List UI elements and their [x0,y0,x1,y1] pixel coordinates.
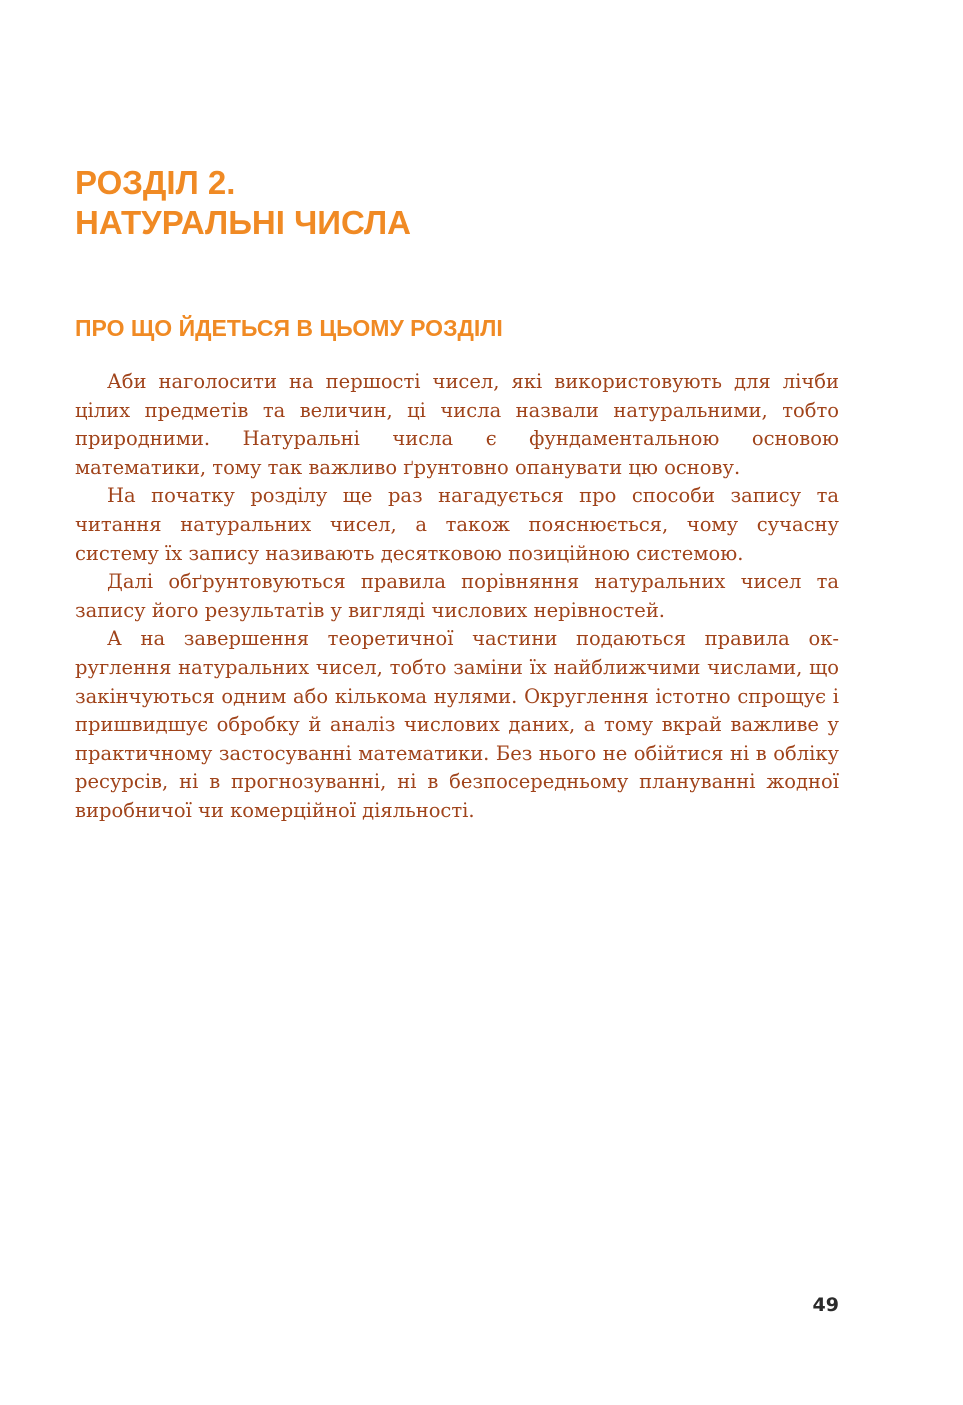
section-heading: ПРО ЩО ЙДЕТЬСЯ В ЦЬОМУ РОЗДІЛІ [75,315,503,341]
page-number: 49 [812,1294,839,1316]
chapter-number: РОЗДІЛ 2. [75,164,236,201]
chapter-title [75,163,895,243]
chapter-name: НАТУРАЛЬНІ ЧИСЛА [75,204,411,241]
section-body [75,368,839,826]
paragraph: На початку розділу ще раз нагадується про способи запису та читання натуральних чисел, а також пояснюється, чому сучасну систему їх запису називають десятковою позиційною системою. [75,484,839,565]
paragraph: Аби наголосити на першості чисел, які використовують для лічби цілих предметів та величин, ці числа назвали натуральними, тобто природними. Натуральні числа є фундаментальною основою математики, тому так важливо ґрунтовно опанувати цю основу. [75,370,839,479]
paragraph: А на завершення теоретичної частини подаються правила округлення натуральних чисел, тобто заміни їх найближчими числами, що закінчуються одним або кількома нулями. Округлення істотно спрощує і пришвидшує обробку й аналіз числових даних, а тому вкрай важливе у практичному застосуванні математики. Без нього не обійтися ні в обліку ресурсів, ні в прогнозуванні, ні в безпосередньому плануванні жодної виробничої чи комерційної діяльності. [75,627,839,822]
paragraph: Далі обґрунтовуються правила порівняння натуральних чисел та запису його результатів у вигляді числових нерівностей. [75,570,839,622]
